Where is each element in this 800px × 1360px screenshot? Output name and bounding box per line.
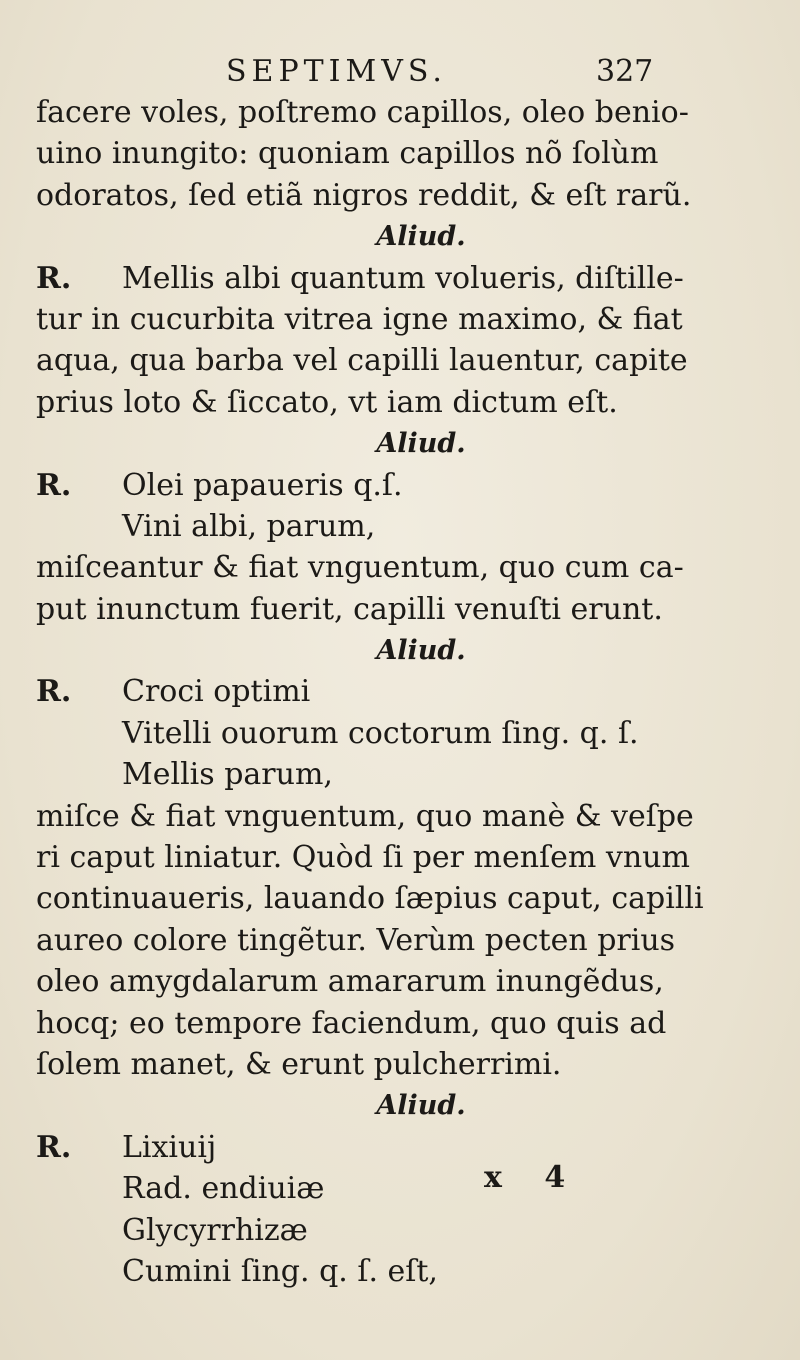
- section-heading: Aliud.: [376, 1090, 466, 1122]
- text-line: aqua, qua barba vel capilli lauentur, capite: [36, 343, 688, 379]
- ingredient: Lixiuij: [122, 1129, 217, 1165]
- running-head: SEPTIMVS.: [226, 54, 447, 89]
- ingredient: Cumini ſing. q. ſ. eſt,: [122, 1253, 438, 1289]
- section-heading: Aliud.: [376, 428, 466, 460]
- ingredient: Croci optimi: [122, 674, 311, 710]
- section-heading: Aliud.: [376, 221, 466, 253]
- recipe-marker: R.: [36, 674, 72, 710]
- recipe-line: [36, 1127, 776, 1168]
- text-line: tur in cucurbita vitrea igne maximo, & fiat: [36, 301, 683, 337]
- recipe-marker: R.: [36, 1129, 72, 1165]
- text-line: aureo colore tingẽtur. Verùm pecten prius: [36, 922, 676, 958]
- text-line: odoratos, ſed etiã nigros reddit, & eſt rarũ.: [36, 177, 692, 213]
- ingredient: Vini albi, parum,: [122, 508, 376, 544]
- signature-mark: x 4: [484, 1160, 582, 1195]
- section-heading: Aliud.: [376, 635, 466, 667]
- text-line: put inunctum fuerit, capilli venuſti erunt.: [36, 591, 663, 627]
- text-line: prius loto & ſiccato, vt iam dictum eſt.: [36, 384, 618, 420]
- text-line: ri caput liniatur. Quòd ſi per menſem vnum: [36, 840, 690, 876]
- text-line: hocq; eo tempore faciendum, quo quis ad: [36, 1005, 667, 1041]
- text-line: miſceantur & fiat vnguentum, quo cum ca-: [36, 550, 684, 586]
- recipe-marker: R.: [36, 260, 72, 296]
- recipe-marker: R.: [36, 467, 72, 503]
- ingredient: Glycyrrhizæ: [122, 1212, 308, 1248]
- text-block: [36, 92, 776, 1292]
- ingredient: Rad. endiuiæ: [122, 1171, 325, 1207]
- recipe-line: [36, 258, 776, 299]
- page-header: [0, 50, 800, 94]
- page-number: 327: [596, 54, 654, 89]
- text-line: continuaueris, lauando ſæpius caput, capilli: [36, 881, 704, 917]
- ingredient: Mellis parum,: [122, 757, 333, 793]
- text-line: miſce & fiat vnguentum, quo manè & veſpe: [36, 798, 694, 834]
- ingredient: Olei papaueris q.ſ.: [122, 467, 403, 503]
- recipe-line: [36, 465, 776, 506]
- recipe-line: [36, 671, 776, 712]
- text-line: uino inungito: quoniam capillos nõ ſolùm: [36, 136, 659, 172]
- text-line: oleo amygdalarum amararum inungẽdus,: [36, 964, 664, 1000]
- text-line: ſolem manet, & erunt pulcherrimi.: [36, 1046, 562, 1082]
- recipe-text: Mellis albi quantum volueris, diſtille-: [122, 260, 684, 296]
- ingredient: Vitelli ouorum coctorum ſing. q. ſ.: [122, 715, 639, 751]
- text-line: facere voles, poſtremo capillos, oleo benio-: [36, 95, 689, 130]
